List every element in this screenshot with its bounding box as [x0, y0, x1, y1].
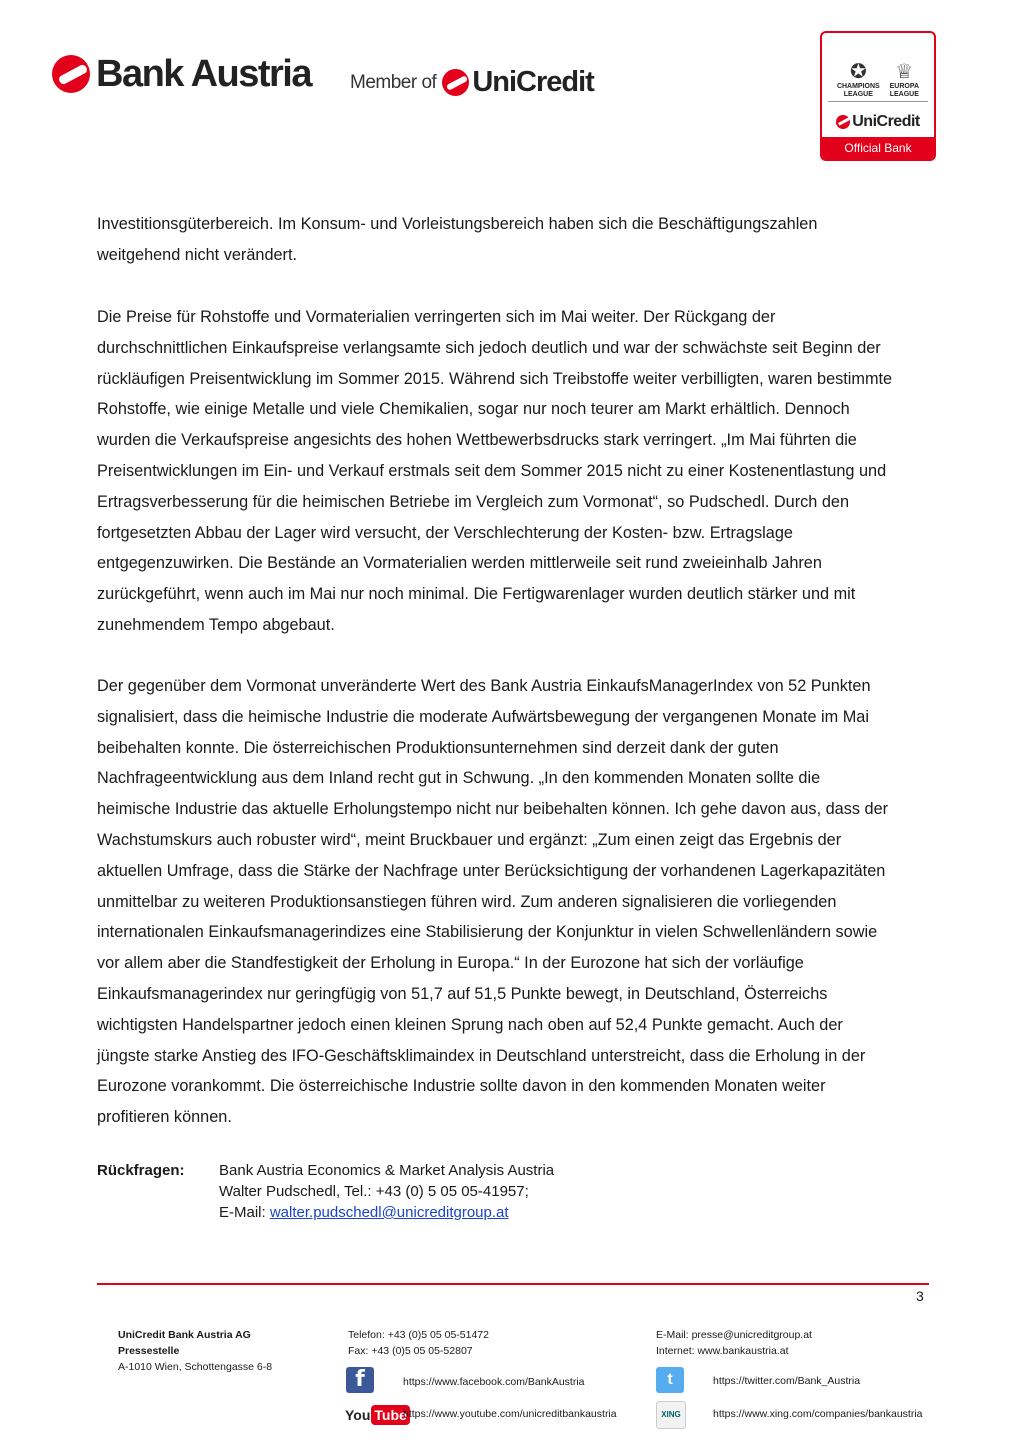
paragraph-2: Die Preise für Rohstoffe und Vormaterialien verringerten sich im Mai weiter. Der Rückgang der durchschnittlichen Einkaufspreise verlangsamte sich jedoch deutlich und war der schwächste seit Beginn der rückläufigen Preisentwicklung im Sommer 2015. Während sich Treibstoffe weiter verbilligten, waren bestimmte Rohstoffe, wie einige Metalle und viele Chemikalien, sogar nur noch teurer am Markt erhältlich. Dennoch wurden die Verkaufspreise angesichts des hohen Wettbewerbsdrucks stark verringert. „Im Mai führten die Preisentwicklungen im Ein- und Verkauf erstmals seit dem Sommer 2015 nicht zu einer Kostenentlastung und Ertragsverbesserung für die heimischen Betriebe im Vergleich zum Vormonat“, so Pudschedl. Durch den fortgesetzten Abbau der Lager wird versucht, der Verschlechterung der Kosten- bzw. Ertragslage entgegenzuwirken. Die Bestände an Vormaterialien werden mittlerweile seit rund zweieinhalb Jahren zurückgeführt, wenn auch im Mai nur noch minimal. Die Fertigwarenlager wurden deutlich stärker und mit zunehmendem Tempo abgebaut.: [97, 308, 893, 634]
footer-phone: Telefon: +43 (0)5 05 05-51472: [348, 1329, 489, 1341]
unicredit-mark-icon: [836, 115, 850, 129]
starball-icon: ✪: [849, 61, 867, 83]
xing-link[interactable]: https://www.xing.com/companies/bankaustria: [713, 1408, 923, 1420]
contact-label: Rückfragen:: [97, 1162, 185, 1179]
europa-league-logo: ♕ EUROPA LEAGUE: [889, 61, 920, 98]
footer-divider: [97, 1283, 929, 1285]
official-bank-badge: [820, 31, 936, 161]
paragraph-3: Der gegenüber dem Vormonat unveränderte Wert des Bank Austria EinkaufsManagerIndex von 52 Punkten signalisiert, dass die heimische Industrie die moderate Aufwärtsbewegung der vergangenen Monate im Mai beibehalten konnte. Die österreichischen Produktionsunternehmen sind derzeit dank der guten Nachfrageentwicklung aus dem Inland recht gut in Schwung. „In den kommenden Monaten sollte die heimische Industrie das aktuelle Erholungstempo nicht nur beibehalten können. Ich gehe davon aus, dass der Wachstumskurs auch robuster wird“, meint Bruckbauer und ergänzt: „Zum einen zeigt das Ergebnis der aktuellen Umfrage, dass die Stärke der Nachfrage unter Berücksichtigung der vorhandenen Lagerkapazitäten unmittelbar zu weiteren Produktionsanstiegen führen wird. Zum anderen signalisieren die vorliegenden internationalen Einkaufsmanagerindizes eine Stabilisierung der Konjunktur in vielen Schwellenländern sowie vor allem aber die Standfestigkeit der Erholung in Europa.“ In der Eurozone hat sich der vorläufige Einkaufsmanagerindex nur geringfügig von 51,7 auf 51,5 Punkte bewegt, in Deutschland, Österreichs wichtigsten Handelspartner jedoch einen kleinen Sprung nach oben auf 52,4 Punkte gemacht. Auch der jüngste starke Anstieg des IFO-Geschäftsklimaindex in Deutschland unterstreicht, dass die Erholung in der Eurozone vorankommt. Die österreichische Industrie sollte davon in den kommenden Monaten weiter profitieren können.: [97, 677, 889, 1127]
member-of-unicredit: [350, 66, 594, 99]
facebook-link[interactable]: https://www.facebook.com/BankAustria: [403, 1376, 585, 1388]
youtube-icon[interactable]: You Tube: [345, 1402, 393, 1428]
footer-email-internet: [656, 1327, 812, 1359]
unicredit-mark-icon: [52, 55, 90, 93]
footer-internet: Internet: www.bankaustria.at: [656, 1345, 789, 1357]
footer-company: UniCredit Bank Austria AG: [118, 1329, 251, 1341]
facebook-icon[interactable]: f: [346, 1367, 374, 1393]
xing-icon[interactable]: XING: [656, 1401, 686, 1429]
footer-department: Pressestelle: [118, 1345, 180, 1357]
footer-email: E-Mail: presse@unicreditgroup.at: [656, 1329, 812, 1341]
official-bank-label: Official Bank: [822, 137, 934, 159]
champions-league-logo: ✪ CHAMPIONS LEAGUE: [836, 61, 880, 98]
unicredit-name: UniCredit: [472, 66, 594, 98]
page-number: 3: [916, 1288, 924, 1304]
footer-address: [118, 1327, 272, 1375]
contact-department: Bank Austria Economics & Market Analysis Austria: [219, 1162, 555, 1179]
twitter-link[interactable]: https://twitter.com/Bank_Austria: [713, 1375, 861, 1387]
trophy-icon: ♕: [895, 61, 914, 83]
twitter-icon[interactable]: t: [656, 1367, 684, 1393]
badge-unicredit-logo: UniCredit: [822, 102, 934, 142]
footer-phone-fax: [348, 1327, 489, 1359]
footer-fax: Fax: +43 (0)5 05 05-52807: [348, 1345, 473, 1357]
contact-email-line: E-Mail: walter.pudschedl@unicreditgroup.at: [219, 1204, 509, 1221]
member-of-text: Member of: [350, 71, 437, 93]
brand-name: Bank Austria: [96, 52, 311, 95]
footer-street: A-1010 Wien, Schottengasse 6-8: [118, 1361, 273, 1373]
contact-person: Walter Pudschedl, Tel.: +43 (0) 5 05 05-41957;: [219, 1183, 529, 1200]
contact-email-link[interactable]: walter.pudschedl@unicreditgroup.at: [269, 1204, 509, 1221]
unicredit-mark-icon: [442, 69, 469, 96]
paragraph-1: Investitionsgüterbereich. Im Konsum- und Vorleistungsbereich haben sich die Beschäftigungszahlen weitgehend nicht verändert.: [97, 215, 818, 264]
bank-austria-logo: [52, 52, 311, 96]
youtube-link[interactable]: https://www.youtube.com/unicreditbankaustria: [403, 1408, 617, 1420]
